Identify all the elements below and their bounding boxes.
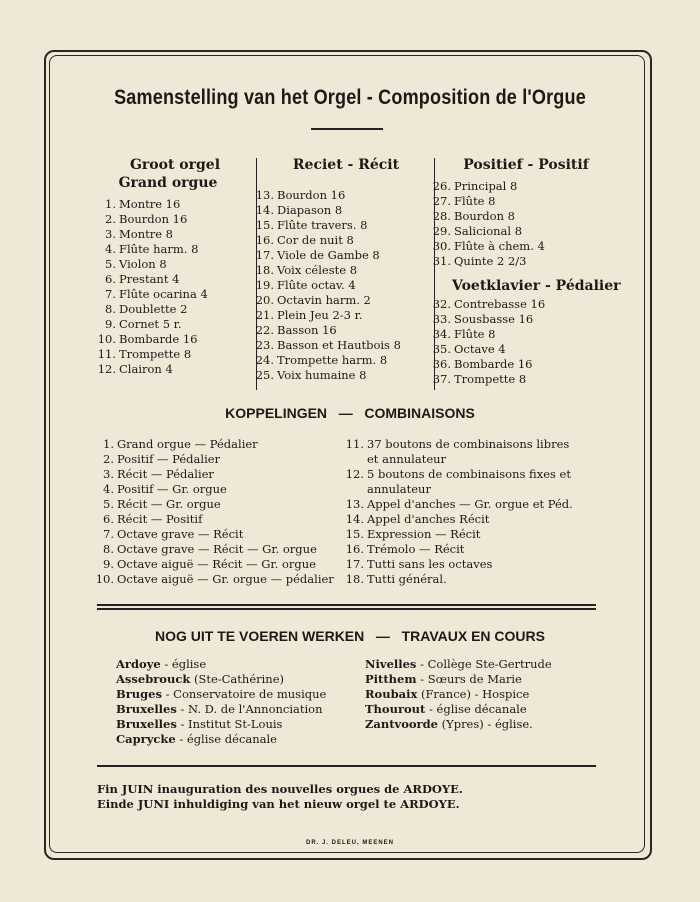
work-description: - église [160,657,207,671]
work-place: Pitthem [365,672,417,686]
stop-item [92,332,208,347]
item-text: Violon 8 [119,257,167,271]
item-number: 8. [105,302,116,316]
work-description: - Institut St-Louis [176,717,283,731]
stop-item [92,272,208,287]
coupler-item [90,437,334,452]
item-number: 31. [432,254,451,268]
work-place: Nivelles [365,657,417,671]
item-number: 14. [255,203,274,217]
item-text: Récit — Positif [117,512,203,526]
coupler-item [340,452,573,467]
coupler-item [340,467,573,482]
item-number: 16. [345,542,364,556]
printer-credit: DR. J. DELEU, MEENEN [305,840,394,846]
item-number: 3. [105,227,116,241]
couplers-right [340,437,573,587]
stop-item [250,308,401,323]
item-text: Clairon 4 [119,362,173,376]
stop-item [92,362,208,377]
item-text: Contrebasse 16 [454,297,546,311]
stop-item [92,212,208,227]
item-text: Octave grave — Récit [117,527,244,541]
item-number: 19. [255,278,274,292]
coupler-item [340,542,573,557]
groot-orgel-heading: Groot orgel [129,157,221,173]
stop-item [250,233,401,248]
item-text: Cornet 5 r. [119,317,182,331]
stop-item [92,242,208,257]
stop-item [427,312,545,327]
item-text: Bombarde 16 [454,357,533,371]
item-text: Viole de Gambe 8 [277,248,380,262]
stop-item [250,353,401,368]
item-number: 33. [432,312,451,326]
stop-item [250,278,401,293]
stop-item [92,347,208,362]
stop-item [427,342,545,357]
item-text: Grand orgue — Pédalier [117,437,258,451]
stop-item [92,257,208,272]
work-item [116,702,326,717]
item-number: 6. [103,512,114,526]
item-text: Voix céleste 8 [277,263,358,277]
work-description: (Ste-Cathérine) [190,672,284,686]
item-text: Flûte octav. 4 [277,278,356,292]
item-number: 4. [105,242,116,256]
item-number: 16. [255,233,274,247]
item-text: Positif — Pédalier [117,452,221,466]
item-number: 26. [432,179,451,193]
item-text: Bombarde 16 [119,332,198,346]
divider-rule [97,765,596,767]
item-text: annulateur [367,482,431,496]
work-place: Bruxelles [116,717,177,731]
item-text: Basson 16 [277,323,337,337]
stop-item [427,209,545,224]
item-number: 10. [97,332,116,346]
work-item [116,657,326,672]
item-text: Plein Jeu 2-3 r. [277,308,363,322]
coupler-item [90,512,334,527]
item-number: 1. [103,437,114,451]
coupler-item [340,527,573,542]
item-number: 11. [97,347,116,361]
item-text: Flûte 8 [454,194,496,208]
item-text: Récit — Pédalier [117,467,214,481]
inauguration-note-fr: Fin JUIN inauguration des nouvelles orgues de ARDOYE. [97,782,463,796]
work-item [116,717,326,732]
item-text: Trémolo — Récit [367,542,465,556]
works-left [116,657,326,747]
item-number: 9. [103,557,114,571]
work-description: - église décanale [425,702,527,716]
coupler-item [90,557,334,572]
item-number: 7. [103,527,114,541]
works-right [365,657,552,732]
work-item [116,672,326,687]
item-text: Récit — Gr. orgue [117,497,221,511]
work-item [365,717,552,732]
item-number: 12. [345,467,364,481]
item-text: Tutti général. [367,572,447,586]
item-text: Octave 4 [454,342,506,356]
groot-orgel-stops [92,197,208,377]
work-description: (Ypres) - église. [437,717,533,731]
item-number: 6. [105,272,116,286]
stop-item [250,218,401,233]
item-number: 1. [105,197,116,211]
item-number: 8. [103,542,114,556]
reciet-heading: Reciet - Récit [292,157,400,173]
werken-heading: NOG UIT TE VOEREN WERKEN — TRAVAUX EN COURS [155,628,545,644]
item-text: Octave aiguë — Récit — Gr. orgue [117,557,316,571]
stop-item [92,197,208,212]
item-text: Octave grave — Récit — Gr. orgue [117,542,317,556]
item-text: Voix humaine 8 [277,368,367,382]
positief-stops [427,179,545,269]
work-place: Zantvoorde [365,717,438,731]
item-number: 27. [432,194,451,208]
item-text: Principal 8 [454,179,518,193]
work-item [365,687,552,702]
work-item [365,672,552,687]
stop-item [427,239,545,254]
item-number: 13. [345,497,364,511]
item-text: 5 boutons de combinaisons fixes et [367,467,571,481]
stop-item [427,372,545,387]
item-text: Octave aiguë — Gr. orgue — pédalier [117,572,334,586]
item-text: Quinte 2 2/3 [454,254,527,268]
item-number: 29. [432,224,451,238]
couplers-left [90,437,334,587]
divider-rule [97,608,596,610]
item-text: Montre 16 [119,197,181,211]
work-place: Roubaix [365,687,418,701]
stop-item [250,368,401,383]
item-number: 23. [255,338,274,352]
item-number: 17. [345,557,364,571]
item-text: Flûte ocarina 4 [119,287,208,301]
stop-item [427,179,545,194]
item-number: 32. [432,297,451,311]
item-number: 15. [255,218,274,232]
item-number: 18. [255,263,274,277]
item-number: 18. [345,572,364,586]
stop-item [250,203,401,218]
positief-heading: Positief - Positif [463,157,589,173]
stop-item [250,293,401,308]
inauguration-note-nl: Einde JUNI inhuldiging van het nieuw orgel te ARDOYE. [97,797,460,811]
item-text: Octavin harm. 2 [277,293,371,307]
coupler-item [90,572,334,587]
item-text: Sousbasse 16 [454,312,534,326]
coupler-item [90,467,334,482]
work-description: - Sœurs de Marie [416,672,522,686]
coupler-item [90,452,334,467]
item-number: 17. [255,248,274,262]
item-number: 36. [432,357,451,371]
stop-item [427,254,545,269]
item-text: et annulateur [367,452,447,466]
item-text: Diapason 8 [277,203,343,217]
item-text: Cor de nuit 8 [277,233,354,247]
work-place: Bruges [116,687,162,701]
item-number: 14. [345,512,364,526]
stop-item [92,317,208,332]
item-text: Flûte à chem. 4 [454,239,545,253]
stop-item [427,194,545,209]
item-text: Expression — Récit [367,527,481,541]
stop-item [92,302,208,317]
item-number: 13. [255,188,274,202]
item-number: 11. [345,437,364,451]
item-number: 7. [105,287,116,301]
item-number: 37. [432,372,451,386]
coupler-item [90,527,334,542]
work-item [365,657,552,672]
item-number: 4. [103,482,114,496]
work-place: Ardoye [116,657,161,671]
stop-item [427,327,545,342]
item-text: Trompette harm. 8 [277,353,388,367]
item-text: Trompette 8 [454,372,527,386]
item-number: 21. [255,308,274,322]
reciet-stops [250,188,401,383]
item-text: Tutti sans les octaves [367,557,493,571]
item-number: 20. [255,293,274,307]
item-text: Flûte harm. 8 [119,242,199,256]
item-text: Flûte 8 [454,327,496,341]
item-text: Bourdon 16 [277,188,346,202]
item-number: 30. [432,239,451,253]
title-underline [311,128,383,130]
item-text: Salicional 8 [454,224,523,238]
item-text: Positif — Gr. orgue [117,482,227,496]
grand-orgue-heading: Grand orgue [118,175,218,191]
stop-item [250,188,401,203]
item-number: 2. [105,212,116,226]
item-text: Bourdon 8 [454,209,515,223]
item-number: 22. [255,323,274,337]
item-text: Doublette 2 [119,302,188,316]
stop-item [250,323,401,338]
coupler-item [340,572,573,587]
item-text: Bourdon 16 [119,212,188,226]
coupler-item [340,557,573,572]
stop-item [250,248,401,263]
item-number: 25. [255,368,274,382]
item-number: 34. [432,327,451,341]
koppelingen-heading: KOPPELINGEN — COMBINAISONS [225,405,475,421]
item-text: Appel d'anches Récit [367,512,490,526]
item-number: 9. [105,317,116,331]
stop-item [427,357,545,372]
work-description: - Conservatoire de musique [161,687,327,701]
item-number: 15. [345,527,364,541]
item-text: 37 boutons de combinaisons libres [367,437,570,451]
item-number: 10. [95,572,114,586]
work-place: Thourout [365,702,426,716]
item-text: Appel d'anches — Gr. orgue et Péd. [367,497,573,511]
pedalier-stops [427,297,545,387]
item-number: 28. [432,209,451,223]
work-place: Bruxelles [116,702,177,716]
item-text: Flûte travers. 8 [277,218,368,232]
coupler-item [90,497,334,512]
stop-item [92,287,208,302]
coupler-item [90,482,334,497]
stop-item [427,297,545,312]
item-number: 5. [103,497,114,511]
item-text: Basson et Hautbois 8 [277,338,401,352]
item-text: Montre 8 [119,227,174,241]
page-title: Samenstelling van het Orgel - Composition de l'Orgue [114,86,586,109]
work-description: (France) - Hospice [417,687,530,701]
coupler-item [340,482,573,497]
item-number: 5. [105,257,116,271]
item-text: Prestant 4 [119,272,180,286]
item-number: 12. [97,362,116,376]
work-place: Caprycke [116,732,176,746]
stop-item [250,263,401,278]
coupler-item [340,497,573,512]
coupler-item [90,542,334,557]
stop-item [427,224,545,239]
pedalier-heading: Voetklavier - Pédalier [452,278,621,294]
stop-item [92,227,208,242]
work-place: Assebrouck [116,672,191,686]
work-description: - N. D. de l'Annonciation [176,702,323,716]
item-number: 2. [103,452,114,466]
item-number: 24. [255,353,274,367]
item-text: Trompette 8 [119,347,192,361]
divider-rule [97,604,596,606]
work-item [365,702,552,717]
item-number: 3. [103,467,114,481]
stop-item [250,338,401,353]
coupler-item [340,437,573,452]
work-description: - Collège Ste-Gertrude [416,657,552,671]
work-description: - église décanale [175,732,277,746]
coupler-item [340,512,573,527]
work-item [116,732,326,747]
work-item [116,687,326,702]
item-number: 35. [432,342,451,356]
